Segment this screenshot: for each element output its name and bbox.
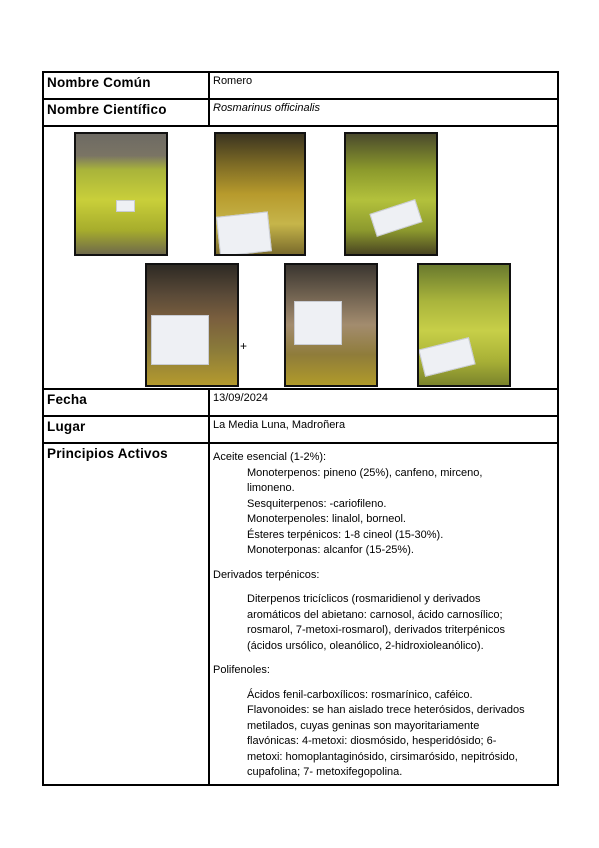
list-item: aromáticos del abietano: carnosol, ácido carnosílico; (247, 608, 503, 621)
row-place (43, 416, 558, 443)
photo-gallery (44, 127, 557, 388)
date-label: Fecha (43, 389, 209, 416)
row-common-name (43, 72, 558, 99)
list-item: Monoterpenoles: linalol, borneol. (247, 513, 406, 525)
photo-rosemary-stems-2 (344, 132, 438, 256)
row-date (43, 389, 558, 416)
list-item: limoneno. (247, 482, 295, 494)
list-item: cupafolina; 7- metoxifegopolina. (247, 766, 403, 778)
list-item: metoxi: homoplantaginósido, cirsimarósido, nepitrósido, (247, 750, 518, 763)
photo-rosemary-stems-1 (214, 132, 306, 256)
row-scientific-name (43, 99, 558, 126)
place-value: La Media Luna, Madroñera (209, 416, 558, 443)
active-principles-content (209, 443, 558, 785)
list-item: Flavonoides: se han aislado trece heterósidos, derivados (247, 704, 525, 716)
photo-rosemary-hand-2 (284, 263, 378, 387)
row-photos (43, 126, 558, 389)
list-item: flavónicas: 4-metoxi: diosmósido, hesperidósido; 6- (247, 735, 497, 747)
section-essential-oil-title: Aceite esencial (1-2%): (213, 451, 327, 463)
list-item: metilados, cuyas geninas son mayoritariamente (247, 719, 480, 732)
list-item: Monoterponas: alcanfor (15-25%). (247, 544, 414, 556)
list-item: Ésteres terpénicos: 1-8 cineol (15-30%). (247, 528, 444, 541)
common-name-value: Romero (209, 72, 558, 99)
place-label: Lugar (43, 416, 209, 443)
photos-cell (43, 126, 558, 389)
list-item: Sesquiterpenos: -cariofileno. (247, 497, 387, 510)
section-polyphenols-list (213, 688, 554, 781)
scientific-name-value: Rosmarinus officinalis (209, 99, 558, 126)
list-item: (ácidos ursólico, oleanólico, 2-hidroxioleanólico). (247, 639, 484, 652)
plant-record-table (42, 71, 559, 786)
section-essential-oil-list (213, 466, 554, 559)
scientific-name-label: Nombre Científico (43, 99, 209, 126)
photo-rosemary-hand-1 (145, 263, 239, 387)
plant-record-sheet (42, 71, 557, 786)
common-name-label: Nombre Común (43, 72, 209, 99)
photo-rosemary-close (417, 263, 511, 387)
list-item: Ácidos fenil-carboxílicos: rosmarínico, caféico. (247, 688, 473, 701)
photo-rosemary-bush (74, 132, 168, 256)
date-value: 13/09/2024 (209, 389, 558, 416)
list-item: Diterpenos tricíclicos (rosmaridienol y derivados (247, 593, 481, 605)
section-terpenic-title: Derivados terpénicos: (213, 568, 320, 581)
section-polyphenols-title: Polifenoles: (213, 664, 270, 676)
active-principles-label: Principios Activos (43, 443, 209, 785)
section-terpenic-list (213, 592, 554, 654)
list-item: rosmarol, 7-metoxi-rosmarol), derivados triterpénicos (247, 624, 505, 636)
plus-sign: + (240, 339, 248, 353)
list-item: Monoterpenos: pineno (25%), canfeno, mirceno, (247, 466, 483, 479)
row-active-principles (43, 443, 558, 785)
